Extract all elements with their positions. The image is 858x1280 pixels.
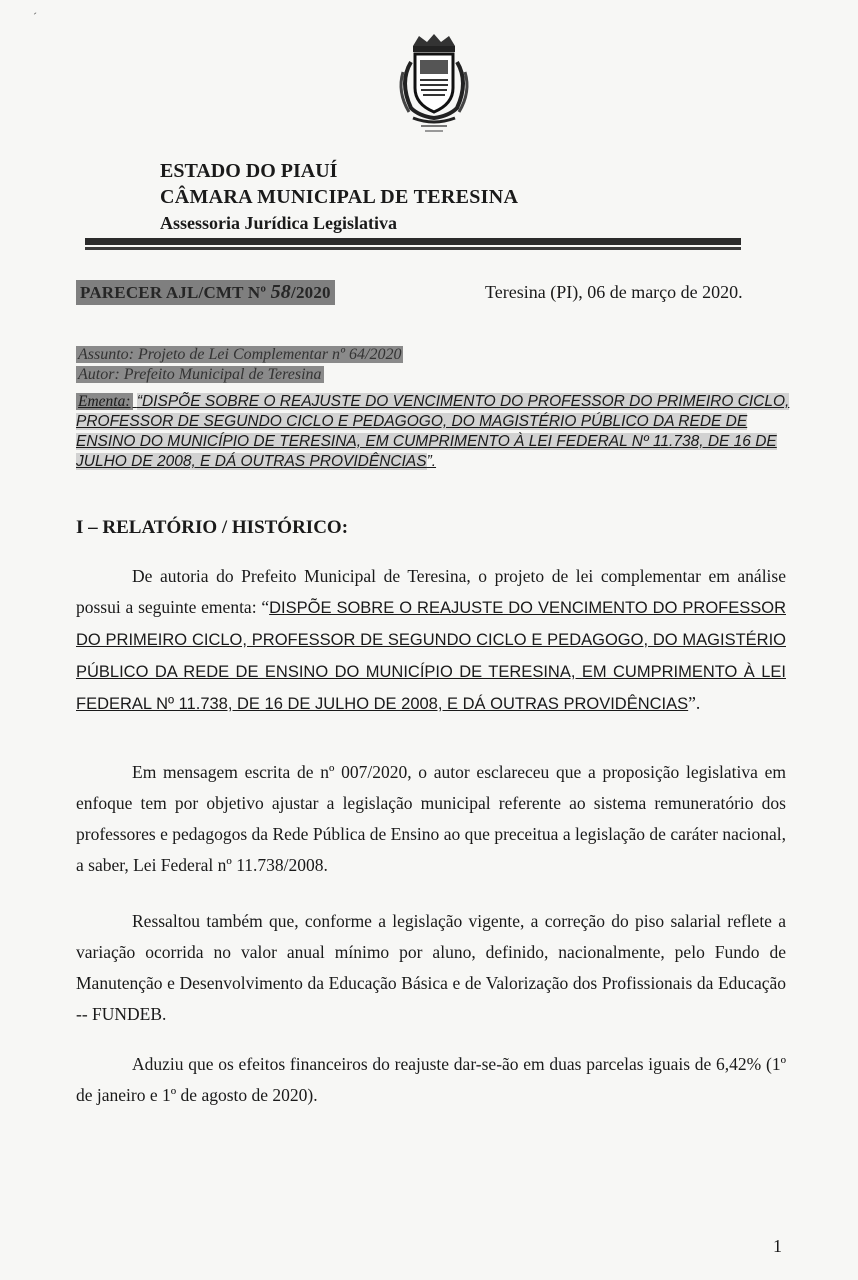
parecer-handwritten-number: 58 (270, 281, 292, 303)
subject-block (76, 345, 403, 385)
page-number: 1 (773, 1236, 782, 1256)
department-name: Assessoria Jurídica Legislativa (160, 213, 397, 233)
paragraph-2-text: Em mensagem escrita de nº 007/2020, o autor esclareceu que a proposição legislativa em enfoque tem por objetivo ajustar a legislação municipal referente ao sistema remuneratório dos professores e pedagogos da Rede Pública de Ensino ao que preceitua a legislação de caráter nacional, a saber, Lei Federal nº 11.738/2008. (76, 762, 786, 875)
parecer-number (76, 280, 335, 305)
state-name: ESTADO DO PIAUÍ (160, 160, 338, 182)
author-line (76, 365, 403, 385)
parecer-prefix: PARECER AJL/CMT Nº (80, 283, 267, 302)
date-line: Teresina (PI), 06 de março de 2020. (485, 282, 743, 302)
ementa-text: “DISPÕE SOBRE O REAJUSTE DO VENCIMENTO DO PROFESSOR DO PRIMEIRO CICLO, PROFESSOR DE SEGUNDO CICLO E PEDAGOGO, DO MAGISTÉRIO PÚBLICO DA REDE DE ENSINO DO MUNICÍPIO DE TERESINA, EM CUMPRIMENTO À LEI FEDERAL Nº 11.738, DE 16 DE JULHO DE 2008, E DÁ OUTRAS PROVIDÊNCIAS (76, 393, 790, 470)
ementa-block (76, 392, 796, 472)
ementa-closing: ”. (426, 453, 437, 470)
paragraph-3 (76, 906, 786, 1030)
paragraph-2 (76, 757, 786, 881)
paragraph-4-text: Aduziu que os efeitos financeiros do reajuste dar-se-ão em duas parcelas iguais de 6,42% (1º de janeiro e 1º de agosto de 2020). (76, 1054, 786, 1105)
paragraph-1-lead: De autoria do Prefeito Municipal de Teresina, o projeto de lei complementar em análise possui a seguinte ementa: “ (76, 566, 786, 617)
scan-mark: ´ (33, 10, 37, 24)
header-rule-thin (85, 247, 741, 250)
ementa-label: Ementa: (78, 393, 131, 410)
subject-label: Assunto: (78, 346, 134, 363)
author-value: Prefeito Municipal de Teresina (123, 366, 322, 383)
parecer-year: /2020 (291, 283, 331, 302)
header-rule-thick (85, 238, 741, 245)
subject-value: Projeto de Lei Complementar nº 64/2020 (138, 346, 402, 363)
section-title: I – RELATÓRIO / HISTÓRICO: (76, 517, 349, 538)
subject-line (76, 345, 403, 365)
paragraph-1-end: ”. (688, 693, 701, 713)
author-label: Autor: (78, 366, 120, 383)
paragraph-3-text: Ressaltou também que, conforme a legislação vigente, a correção do piso salarial reflete a variação ocorrida no valor anual mínimo por aluno, definido, nacionalmente, pelo Fundo de Manutenção e Desenvolvimento da Educação Básica e de Valorização dos Profissionais da Educação -- FUNDEB. (76, 911, 786, 1024)
paragraph-4 (76, 1049, 786, 1111)
letterhead (160, 158, 518, 236)
paragraph-1 (76, 561, 786, 720)
coat-of-arms-icon (393, 32, 475, 134)
paragraph-1-ementa: DISPÕE SOBRE O REAJUSTE DO VENCIMENTO DO PROFESSOR DO PRIMEIRO CICLO, PROFESSOR DE SEGUNDO CICLO E PEDAGOGO, DO MAGISTÉRIO PÚBLICO DA REDE DE ENSINO DO MUNICÍPIO DE TERESINA, EM CUMPRIMENTO À LEI FEDERAL Nº 11.738, DE 16 DE JULHO DE 2008, E DÁ OUTRAS PROVIDÊNCIAS (76, 599, 786, 713)
chamber-name: CÂMARA MUNICIPAL DE TERESINA (160, 186, 519, 208)
